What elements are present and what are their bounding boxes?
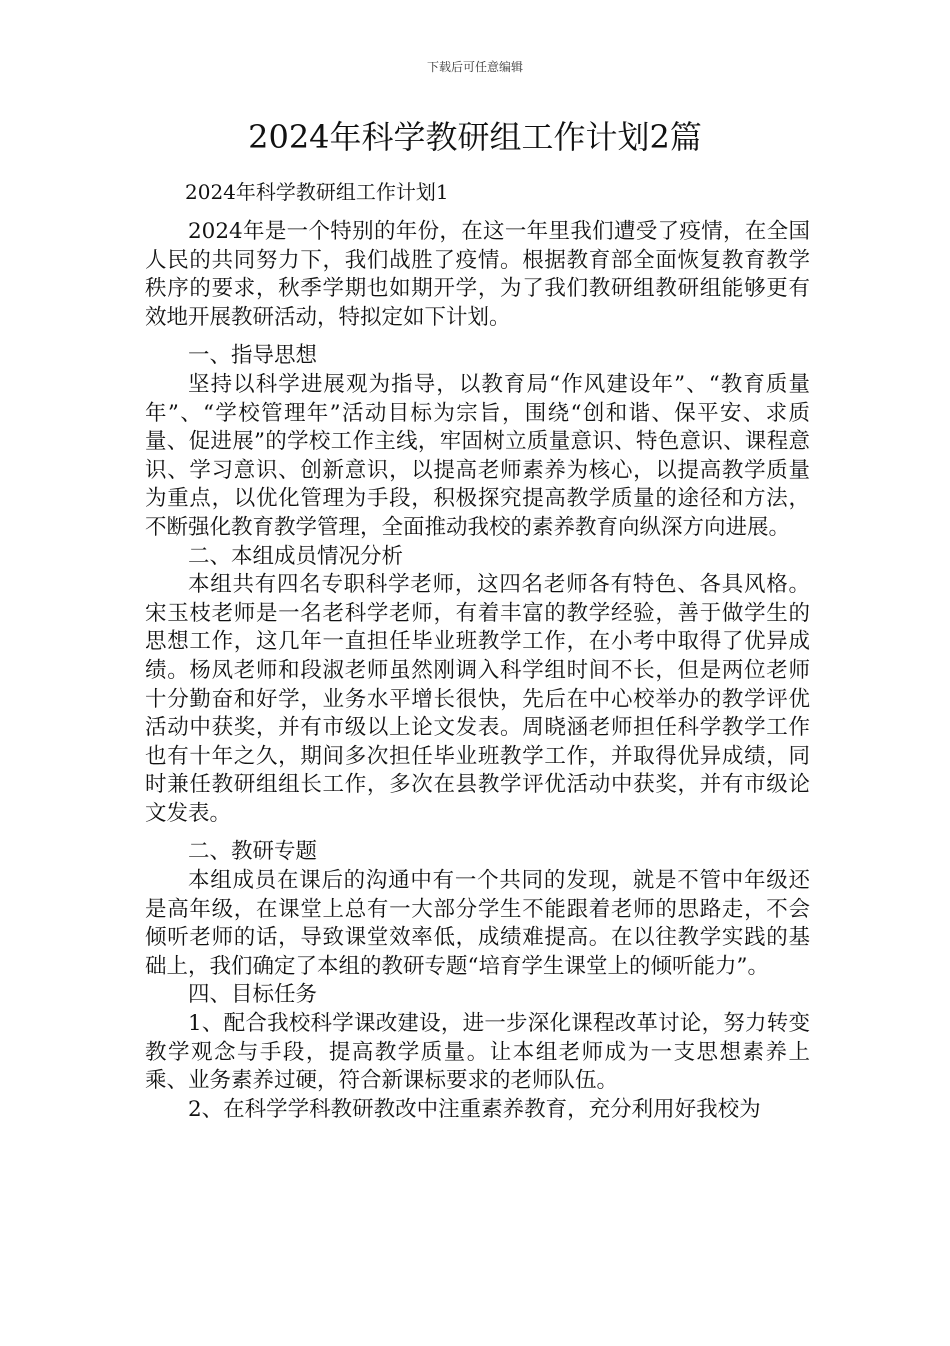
section-paragraph: 本组共有四名专职科学老师，这四名老师各有特色、各具风格。宋玉枝老师是一名老科学老师，有着丰富的教学经验，善于做学生的思想工作，这几年一直担任毕业班教学工作，在小考中取得了优异成绩。杨凤老师和段淑老师虽然刚调入科学组时间不长，但是两位老师十分勤奋和好学，业务水平增长很快，先后在中心校举办的教学评优活动中获奖，并有市级以上论文发表。周晓涵老师担任科学教学工作也有十年之久，期间多次担任毕业班教学工作，并取得优异成绩，同时兼任教研组组长工作，多次在县教学评优活动中获奖，并有市级论文发表。 (145, 572, 810, 826)
section-paragraph: 坚持以科学进展观为指导，以教育局“作风建设年”、“教育质量年”、“学校管理年”活动目标为宗旨，围绕“创和谐、保平安、求质量、促进展”的学校工作主线，牢固树立质量意识、特色意识、课程意识、学习意识、创新意识，以提高老师素养为核心，以提高教学质量为重点，以优化管理为手段，积极探究提高教学质量的途径和方法，不断强化教育教学管理，全面推动我校的素养教育向纵深方向进展。 (145, 371, 810, 540)
section-paragraph: 本组成员在课后的沟通中有一个共同的发现，就是不管中年级还是高年级，在课堂上总有一大部分学生不能跟着老师的思路走，不会倾听老师的话，导致课堂效率低，成绩难提高。在以往教学实践的基础上，我们确定了本组的教研专题“培育学生课堂上的倾听能力”。 (145, 868, 810, 979)
section-heading: 一、指导思想 (188, 343, 318, 369)
page-header: 下载后可任意编辑 (426, 60, 523, 74)
section-heading: 四、目标任务 (188, 982, 318, 1008)
section-heading: 二、本组成员情况分析 (188, 543, 404, 569)
document-title: 2024年科学教研组工作计划2篇 (248, 118, 702, 156)
section-heading: 二、教研专题 (188, 839, 318, 865)
intro-paragraph: 2024年是一个特别的年份，在这一年里我们遭受了疫情，在全国人民的共同努力下，我们战胜了疫情。根据教育部全面恢复教育教学秩序的要求，秋季学期也如期开学，为了我们教研组教研组能够更有效地开展教研活动，特拟定如下计划。 (145, 219, 810, 330)
document-subtitle: 2024年科学教研组工作计划1 (185, 180, 449, 204)
document-body (145, 176, 810, 1124)
section-paragraph: 2、在科学学科教研教改中注重素养教育，充分利用好我校为 (188, 1096, 761, 1122)
section-paragraph: 1、配合我校科学课改建设，进一步深化课程改革讨论，努力转变教学观念与手段，提高教学质量。让本组老师成为一支思想素养上乘、业务素养过硬，符合新课标要求的老师队伍。 (145, 1011, 810, 1094)
